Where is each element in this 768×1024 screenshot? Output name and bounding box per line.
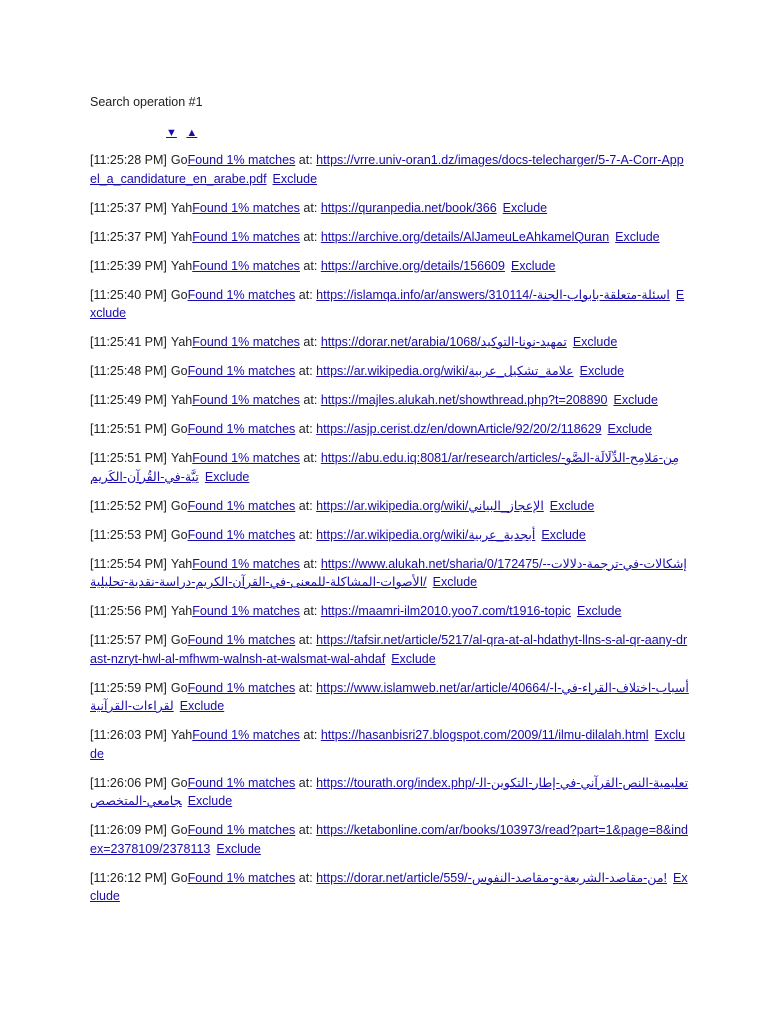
- log-entry: [90, 257, 690, 276]
- entry-timestamp: [11:25:49 PM]: [90, 393, 167, 407]
- entry-source: Yah: [170, 393, 193, 407]
- log-entry: [90, 526, 690, 545]
- exclude-link[interactable]: Exclude: [216, 841, 261, 856]
- entry-source: Yah: [170, 728, 193, 742]
- found-matches-link[interactable]: Found 1% matches: [187, 498, 296, 513]
- entry-source: Go: [170, 498, 188, 513]
- result-url-link[interactable]: https://ar.wikipedia.org/wiki/علامة_تشكيل_عربية: [316, 364, 574, 378]
- result-url-link[interactable]: https://vrre.univ-oran1.dz/images/docs-telecharger/5-7-A-Corr-Appel_a_candidature_en_arabe.pdf: [90, 153, 684, 186]
- at-label: at:: [303, 393, 318, 407]
- result-url-link[interactable]: https://www.alukah.net/sharia/0/172475/-إشكالات-في-ترجمة-دلالات-الأصوات-المشاكلة-للمعنى-في-القرآن-الكريم-دراسة-نقدية-تحليلية/: [90, 556, 687, 589]
- entry-timestamp: [11:25:59 PM]: [90, 680, 167, 695]
- log-entry: [90, 774, 690, 811]
- exclude-link[interactable]: Exclude: [541, 527, 586, 542]
- log-entry: [90, 497, 690, 516]
- log-entry: [90, 199, 690, 218]
- exclude-link[interactable]: Exclude: [272, 171, 318, 186]
- entry-source: Go: [170, 775, 188, 790]
- found-matches-link[interactable]: Found 1% matches: [187, 153, 296, 167]
- found-matches-link[interactable]: Found 1% matches: [192, 335, 300, 349]
- result-navigation: [90, 124, 690, 140]
- found-matches-link[interactable]: Found 1% matches: [192, 451, 300, 465]
- log-entry: [90, 449, 690, 486]
- found-matches-link[interactable]: Found 1% matches: [187, 823, 296, 837]
- log-entry: [90, 555, 690, 592]
- entry-source: Go: [170, 633, 188, 647]
- found-matches-link[interactable]: Found 1% matches: [192, 728, 300, 742]
- found-matches-link[interactable]: Found 1% matches: [192, 229, 300, 244]
- log-entry: [90, 631, 690, 668]
- found-matches-link[interactable]: Found 1% matches: [187, 775, 296, 790]
- entry-timestamp: [11:25:40 PM]: [90, 287, 167, 302]
- result-url-link[interactable]: https://ar.wikipedia.org/wiki/الإعجاز_البياني: [316, 498, 544, 513]
- at-label: at:: [303, 728, 318, 742]
- at-label: at:: [303, 604, 318, 618]
- result-url-link[interactable]: https://ar.wikipedia.org/wiki/أبجدية_عربية: [316, 527, 536, 542]
- entry-source: Go: [170, 364, 188, 378]
- found-matches-link[interactable]: Found 1% matches: [187, 422, 296, 436]
- entry-timestamp: [11:26:06 PM]: [90, 775, 167, 790]
- log-entry: [90, 228, 690, 247]
- exclude-link[interactable]: Exclude: [576, 604, 622, 618]
- exclude-link[interactable]: Exclude: [572, 335, 618, 349]
- log-entry: [90, 602, 690, 621]
- log-entry: [90, 420, 690, 439]
- log-entry: [90, 821, 690, 858]
- entry-timestamp: [11:25:51 PM]: [90, 451, 167, 465]
- log-entry: [90, 333, 690, 352]
- exclude-link[interactable]: Exclude: [391, 651, 436, 666]
- result-url-link[interactable]: https://asjp.cerist.dz/en/downArticle/92/20/2/118629: [316, 422, 602, 436]
- exclude-link[interactable]: Exclude: [510, 258, 556, 273]
- result-url-link[interactable]: https://archive.org/details/AlJameuLeAhkamelQuran: [320, 229, 610, 244]
- at-label: at:: [303, 229, 318, 244]
- exclude-link[interactable]: Exclude: [204, 469, 250, 484]
- at-label: at:: [298, 422, 313, 436]
- page-title: Search operation #1: [90, 95, 203, 109]
- entry-timestamp: [11:25:37 PM]: [90, 200, 167, 215]
- at-label: at:: [303, 335, 318, 349]
- entry-timestamp: [11:25:54 PM]: [90, 556, 167, 571]
- exclude-link[interactable]: Exclude: [549, 498, 595, 513]
- exclude-link[interactable]: Exclude: [90, 870, 688, 903]
- entry-timestamp: [11:26:12 PM]: [90, 870, 167, 885]
- result-url-link[interactable]: https://dorar.net/article/559/-من-مقاصد-الشريعة-و-مقاصد-النفوس!: [316, 870, 667, 885]
- found-matches-link[interactable]: Found 1% matches: [192, 393, 300, 407]
- found-matches-link[interactable]: Found 1% matches: [187, 680, 296, 695]
- entry-source: Go: [170, 870, 188, 885]
- entry-source: Go: [170, 153, 188, 167]
- entry-timestamp: [11:25:37 PM]: [90, 229, 167, 244]
- at-label: at:: [303, 200, 318, 215]
- at-label: at:: [303, 258, 318, 273]
- entry-source: Yah: [170, 451, 193, 465]
- entry-source: Yah: [170, 335, 193, 349]
- log-entry: [90, 726, 690, 763]
- log-entry: [90, 869, 690, 906]
- found-matches-link[interactable]: Found 1% matches: [192, 200, 300, 215]
- exclude-link[interactable]: Exclude: [90, 728, 686, 761]
- at-label: at:: [298, 364, 313, 378]
- entry-timestamp: [11:25:51 PM]: [90, 422, 167, 436]
- entry-timestamp: [11:25:39 PM]: [90, 258, 167, 273]
- exclude-link[interactable]: Exclude: [179, 699, 225, 713]
- at-label: at:: [298, 775, 313, 790]
- entry-timestamp: [11:26:03 PM]: [90, 728, 167, 742]
- found-matches-link[interactable]: Found 1% matches: [187, 287, 296, 302]
- found-matches-link[interactable]: Found 1% matches: [187, 633, 296, 647]
- result-url-link[interactable]: https://ketabonline.com/ar/books/103973/read?part=1&page=8&index=2378109/2378113: [90, 823, 688, 856]
- entry-source: Yah: [170, 604, 193, 618]
- at-label: at:: [298, 823, 313, 837]
- at-label: at:: [298, 498, 313, 513]
- result-url-link[interactable]: https://quranpedia.net/book/366: [320, 200, 497, 215]
- result-url-link[interactable]: https://tourath.org/index.php/-تعليمية-النص-القرآني-في-إطار-التكوين-الجامعي-المتخصص: [90, 775, 689, 808]
- at-label: at:: [298, 633, 313, 647]
- found-matches-link[interactable]: Found 1% matches: [192, 258, 300, 273]
- found-matches-link[interactable]: Found 1% matches: [187, 870, 296, 885]
- exclude-link[interactable]: Exclude: [502, 200, 548, 215]
- exclude-link[interactable]: Exclude: [432, 575, 478, 589]
- result-url-link[interactable]: https://maamri-ilm2010.yoo7.com/t1916-topic: [320, 604, 571, 618]
- at-label: at:: [303, 556, 318, 571]
- search-log: [90, 151, 690, 906]
- at-label: at:: [298, 287, 313, 302]
- log-entry: [90, 151, 690, 188]
- at-label: at:: [298, 870, 313, 885]
- previous-result-link[interactable]: ▲: [186, 127, 198, 139]
- found-matches-link[interactable]: Found 1% matches: [192, 604, 300, 618]
- found-matches-link[interactable]: Found 1% matches: [192, 556, 300, 571]
- result-url-link[interactable]: https://archive.org/details/156609: [320, 258, 505, 273]
- entry-source: Go: [170, 823, 188, 837]
- exclude-link[interactable]: Exclude: [579, 364, 625, 378]
- log-entry: [90, 391, 690, 410]
- exclude-link[interactable]: Exclude: [607, 422, 653, 436]
- entry-timestamp: [11:25:53 PM]: [90, 527, 167, 542]
- log-entry: [90, 286, 690, 323]
- at-label: at:: [298, 153, 313, 167]
- result-url-link[interactable]: https://tafsir.net/article/5217/al-qra-at-al-hdathyt-llns-s-al-qr-aany-drast-nzryt-hwl-al-mfhwm-walnsh-at-walsmat-wal-ahdaf: [90, 633, 688, 666]
- entry-source: Yah: [170, 200, 193, 215]
- entry-source: Go: [170, 287, 188, 302]
- next-result-link[interactable]: ▼: [166, 127, 177, 139]
- result-url-link[interactable]: https://islamqa.info/ar/answers/310114/-اسئلة-متعلقة-بابواب-الجنة: [316, 287, 670, 302]
- entry-timestamp: [11:25:48 PM]: [90, 364, 167, 378]
- entry-timestamp: [11:25:41 PM]: [90, 335, 167, 349]
- result-url-link[interactable]: https://majles.alukah.net/showthread.php?t=208890: [320, 393, 608, 407]
- entry-source: Yah: [170, 258, 193, 273]
- entry-timestamp: [11:25:28 PM]: [90, 153, 167, 167]
- exclude-link[interactable]: Exclude: [90, 287, 685, 320]
- search-report: [90, 94, 690, 916]
- entry-source: Yah: [170, 229, 193, 244]
- log-entry: [90, 679, 690, 716]
- result-url-link[interactable]: https://abu.edu.iq:8081/ar/research/articles/-مِن-مَلامِح-الدِّلَالَة-الصَّوتِيَّة-في-القُرآن-الكَريم: [90, 451, 680, 484]
- exclude-link[interactable]: Exclude: [613, 393, 658, 407]
- exclude-link[interactable]: Exclude: [615, 229, 660, 244]
- result-url-link[interactable]: https://www.islamweb.net/ar/article/40664/-أسباب-اختلاف-القراء-في-القراءات-القرآنية: [90, 680, 689, 713]
- entry-source: Go: [170, 680, 188, 695]
- at-label: at:: [298, 527, 313, 542]
- exclude-link[interactable]: Exclude: [187, 794, 233, 808]
- result-url-link[interactable]: https://hasanbisri27.blogspot.com/2009/11/ilmu-dilalah.html: [320, 728, 649, 742]
- entry-source: Go: [170, 422, 188, 436]
- at-label: at:: [298, 680, 313, 695]
- at-label: at:: [303, 451, 318, 465]
- entry-source: Go: [170, 527, 188, 542]
- entry-source: Yah: [170, 556, 193, 571]
- entry-timestamp: [11:25:57 PM]: [90, 633, 167, 647]
- found-matches-link[interactable]: Found 1% matches: [187, 364, 296, 378]
- entry-timestamp: [11:25:56 PM]: [90, 604, 167, 618]
- entry-timestamp: [11:25:52 PM]: [90, 498, 167, 513]
- log-entry: [90, 362, 690, 381]
- result-url-link[interactable]: https://dorar.net/arabia/1068/تمهيد-نونا-التوكيد: [320, 335, 567, 349]
- found-matches-link[interactable]: Found 1% matches: [187, 527, 296, 542]
- entry-timestamp: [11:26:09 PM]: [90, 823, 167, 837]
